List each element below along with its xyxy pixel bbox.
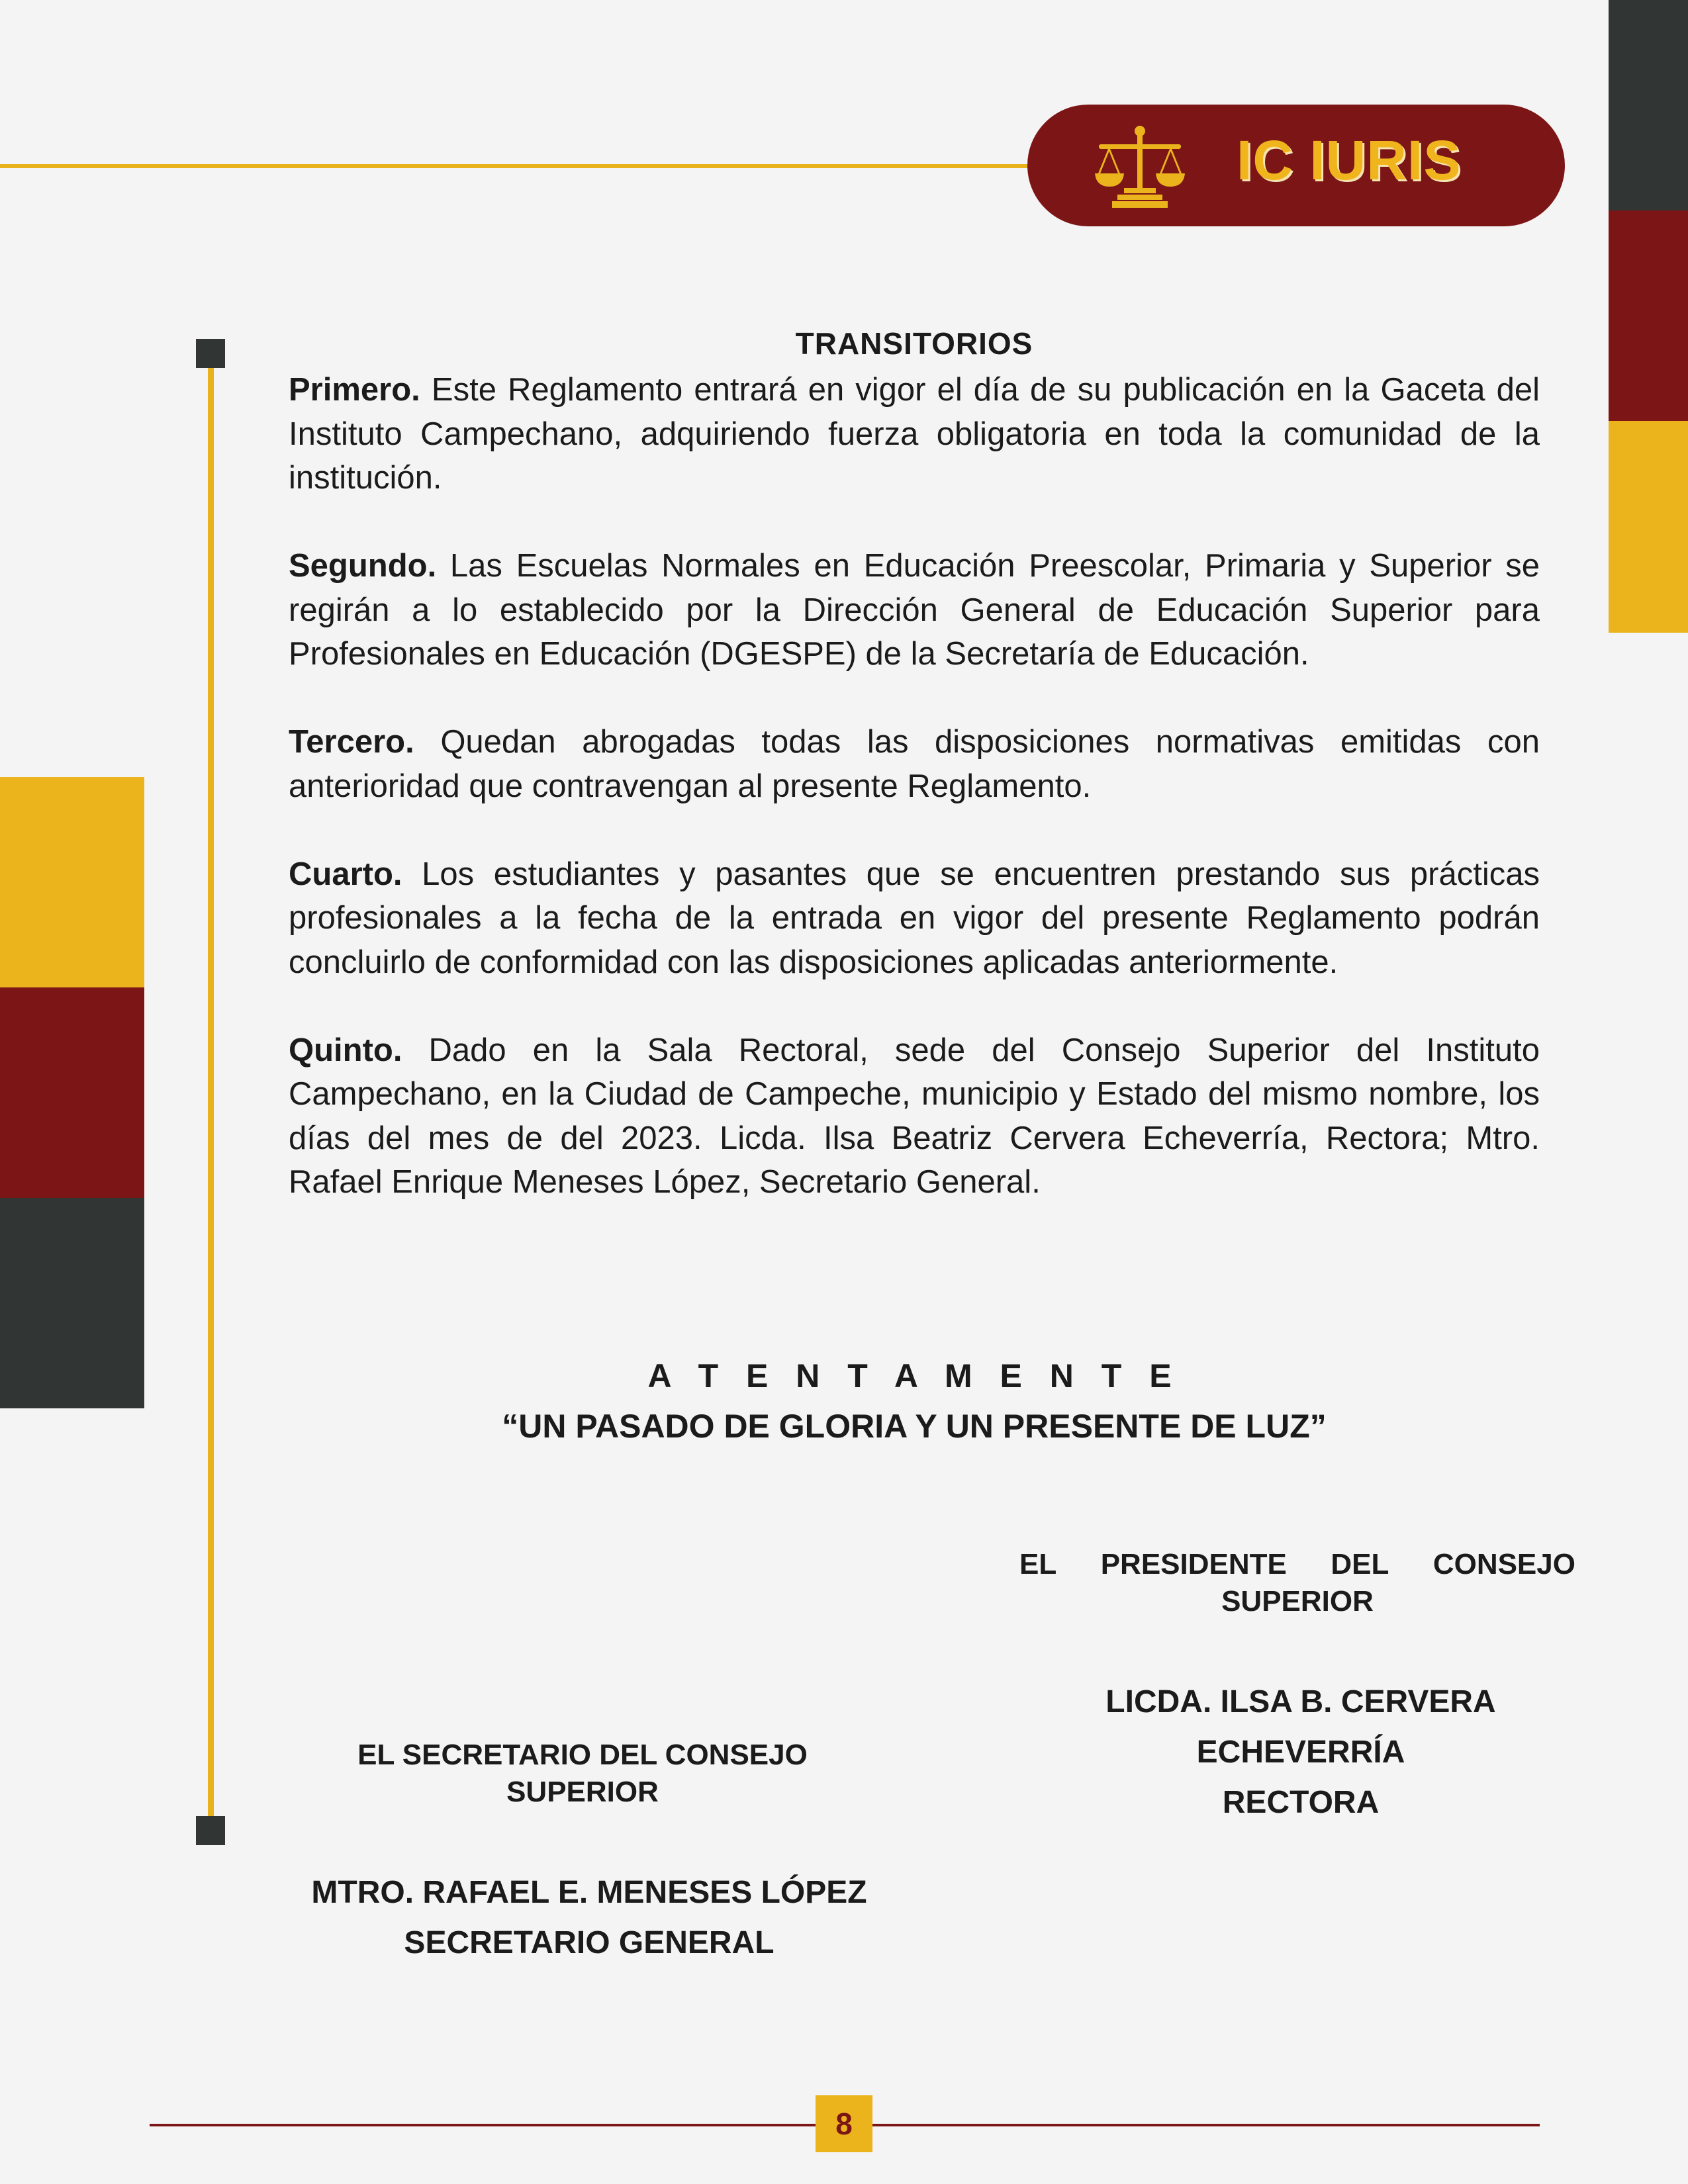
- article-segundo: [289, 544, 1540, 676]
- title-word: PRESIDENTE: [1100, 1548, 1287, 1580]
- article-text: Este Reglamento entrará en vigor el día de su publicación en la Gaceta del Instituto Campechano, adquiriendo fuerza obligatoria en toda la comunidad de la institución.: [289, 372, 1540, 496]
- article-primero: [289, 368, 1540, 500]
- secretary-name: MTRO. RAFAEL E. MENESES LÓPEZ: [311, 1875, 867, 1910]
- title-word: DEL: [1331, 1548, 1389, 1580]
- article-label: Segundo.: [289, 548, 437, 584]
- title-line: SUPERIOR: [1221, 1585, 1374, 1617]
- right-maroon-bar: [1609, 210, 1688, 421]
- scales-of-justice-icon: [1094, 122, 1186, 209]
- left-gold-bar: [0, 777, 144, 987]
- article-cuarto: [289, 852, 1540, 985]
- left-maroon-bar: [0, 987, 144, 1198]
- article-label: Cuarto.: [289, 856, 402, 892]
- title-word: CONSEJO: [1432, 1548, 1575, 1580]
- article-label: Tercero.: [289, 724, 414, 760]
- president-title: [1019, 1546, 1575, 1620]
- president-name-cont: ECHEVERRÍA: [1196, 1735, 1405, 1770]
- title-line: EL SECRETARIO DEL CONSEJO: [357, 1739, 808, 1771]
- president-role: RECTORA: [1222, 1785, 1380, 1820]
- article-text: Quedan abrogadas todas las disposiciones normativas emitidas con anterioridad que contravengan al presente Reglamento.: [289, 724, 1540, 804]
- left-charcoal-bar: [0, 1198, 144, 1408]
- brand-badge: [1027, 105, 1565, 226]
- article-text: Dado en la Sala Rectoral, sede del Consejo Superior del Instituto Campechano, en la Ciudad de Campeche, municipio y Estado del mismo nombre, los días del mes de del 2023. Licda. Ilsa Beatriz Cervera Echeverría, Rectora; Mtro. Rafael Enrique Meneses López, Secretario General.: [289, 1032, 1540, 1200]
- timeline-marker-bottom: [196, 1816, 225, 1845]
- articles-body: [289, 368, 1540, 1248]
- secretary-signature: [252, 1868, 927, 1968]
- header-rule: [0, 164, 1033, 168]
- article-tercero: [289, 720, 1540, 808]
- secretary-title: [318, 1737, 847, 1811]
- section-heading: TRANSITORIOS: [795, 326, 1033, 361]
- article-text: Los estudiantes y pasantes que se encuentren prestando sus prácticas profesionales a la fecha de la entrada en vigor del presente Reglamento podrán concluirlo de conformidad con las disposiciones aplicadas anteriormente.: [289, 856, 1540, 980]
- title-line: SUPERIOR: [506, 1776, 659, 1808]
- president-signature: [1019, 1677, 1582, 1828]
- article-text: Las Escuelas Normales en Educación Preescolar, Primaria y Superior se regirán a lo establecido por la Dirección General de Educación Superior para Profesionales en Educación (DGESPE) de la Secretaría de Educación.: [289, 548, 1540, 672]
- timeline-marker-top: [196, 339, 225, 368]
- brand-title: IC IURIS: [1237, 129, 1462, 191]
- article-label: Quinto.: [289, 1032, 402, 1068]
- president-name: LICDA. ILSA B. CERVERA: [1105, 1684, 1496, 1719]
- secretary-role: SECRETARIO GENERAL: [404, 1925, 774, 1960]
- timeline-line: [208, 368, 214, 1824]
- article-quinto: [289, 1028, 1540, 1205]
- atentamente: A T E N T A M E N T E: [647, 1357, 1181, 1394]
- title-word: EL: [1019, 1548, 1057, 1580]
- institutional-motto: “UN PASADO DE GLORIA Y UN PRESENTE DE LUZ”: [502, 1408, 1327, 1445]
- right-gold-bar: [1609, 421, 1688, 633]
- right-charcoal-bar: [1609, 0, 1688, 210]
- page-number: 8: [816, 2095, 872, 2152]
- article-label: Primero.: [289, 372, 420, 408]
